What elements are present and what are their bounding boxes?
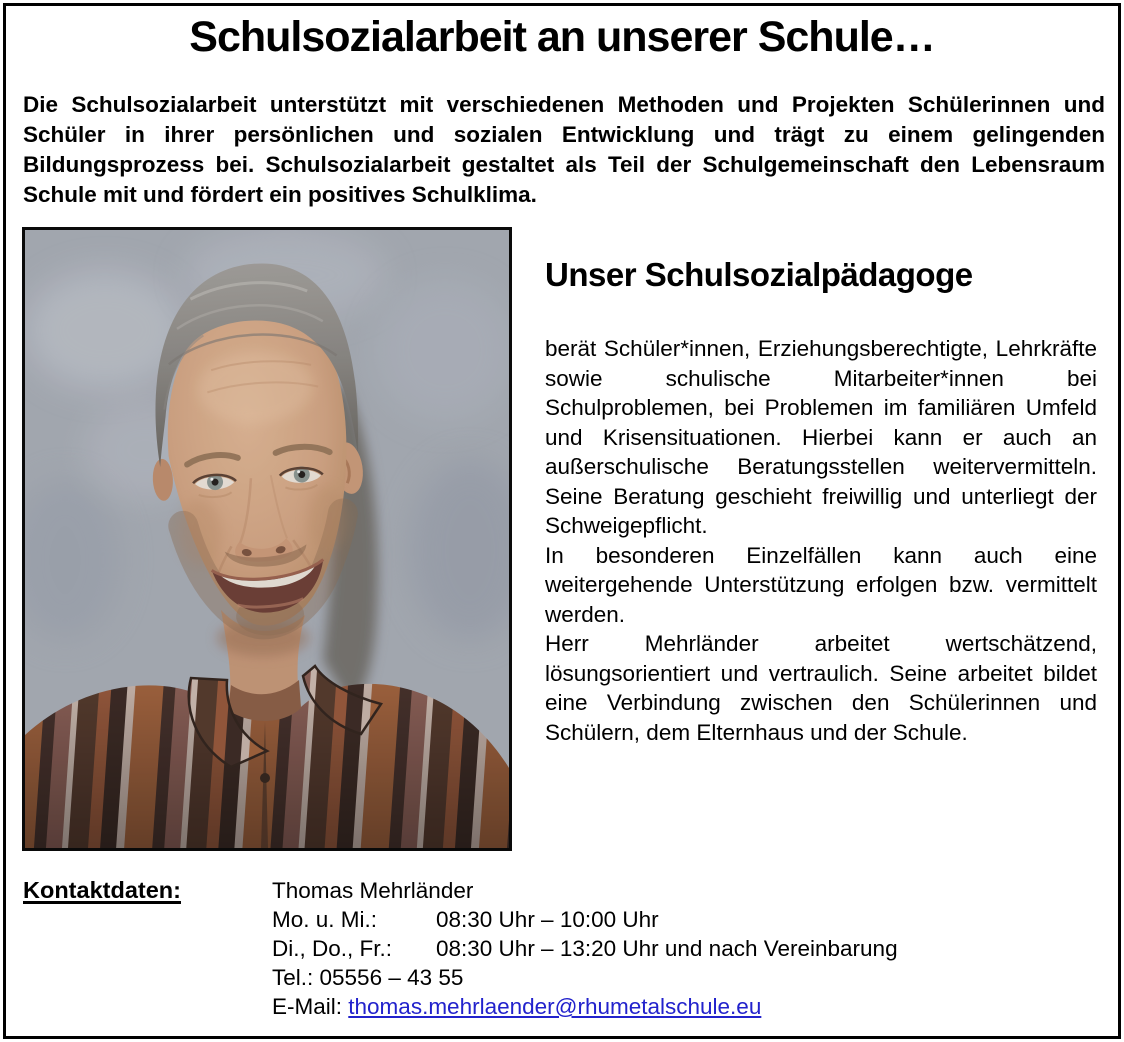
profile-section (545, 256, 1097, 747)
office-days: Di., Do., Fr.: (272, 936, 393, 961)
contact-name: Thomas Mehrländer (272, 878, 474, 903)
contact-label: Kontaktdaten: (23, 877, 181, 903)
email-label: E-Mail: (272, 994, 343, 1019)
contact-details (272, 876, 1098, 1021)
phone-line: Tel.: 05556 – 43 55 (272, 965, 464, 990)
profile-paragraph-3: Herr Mehrländer arbeitet wertschätzend, lösungsorientiert und vertraulich. Seine arbeitet bildet eine Verbindung zwischen den Schülerinnen und Schülern, dem Elternhaus und der Schule. (545, 631, 1097, 745)
office-hours-row (272, 905, 1098, 934)
office-time: 08:30 Uhr – 10:00 Uhr (436, 907, 659, 932)
profile-paragraph-1: berät Schüler*innen, Erziehungsberechtigte, Lehrkräfte sowie schulische Mitarbeiter*innen bei Schulproblemen, bei Problemen im familiären Umfeld und Krisensituationen. Hierbei kann er auch an außerschulische Beratungsstellen weitervermitteln. Seine Beratung geschieht freiwillig und unterliegt der Schweigepflicht. (545, 336, 1097, 538)
office-days: Mo. u. Mi.: (272, 907, 378, 932)
portrait-photo (22, 227, 512, 851)
page-title: Schulsozialarbeit an unserer Schule… (189, 13, 935, 61)
office-hours-row (272, 934, 1098, 963)
email-link[interactable]: thomas.mehrlaender@rhumetalschule.eu (348, 994, 762, 1019)
intro-paragraph: Die Schulsozialarbeit unterstützt mit verschiedenen Methoden und Projekten Schülerinnen und Schüler in ihrer persönlichen und sozialen Entwicklung und trägt zu einem gelingenden Bildungsprozess bei. Schulsozialarbeit gestaltet als Teil der Schulgemeinschaft den Lebensraum Schule mit und fördert ein positives Schulklima. (23, 92, 1105, 207)
office-time: 08:30 Uhr – 13:20 Uhr und nach Vereinbarung (436, 936, 898, 961)
profile-heading: Unser Schulsozialpädagoge (545, 256, 973, 293)
email-line (272, 992, 1098, 1021)
portrait-of-school-social-worker (25, 230, 509, 848)
profile-paragraph-2: In besonderen Einzelfällen kann auch eine weitergehende Unterstützung erfolgen bzw. vermittelt werden. (545, 542, 1097, 627)
